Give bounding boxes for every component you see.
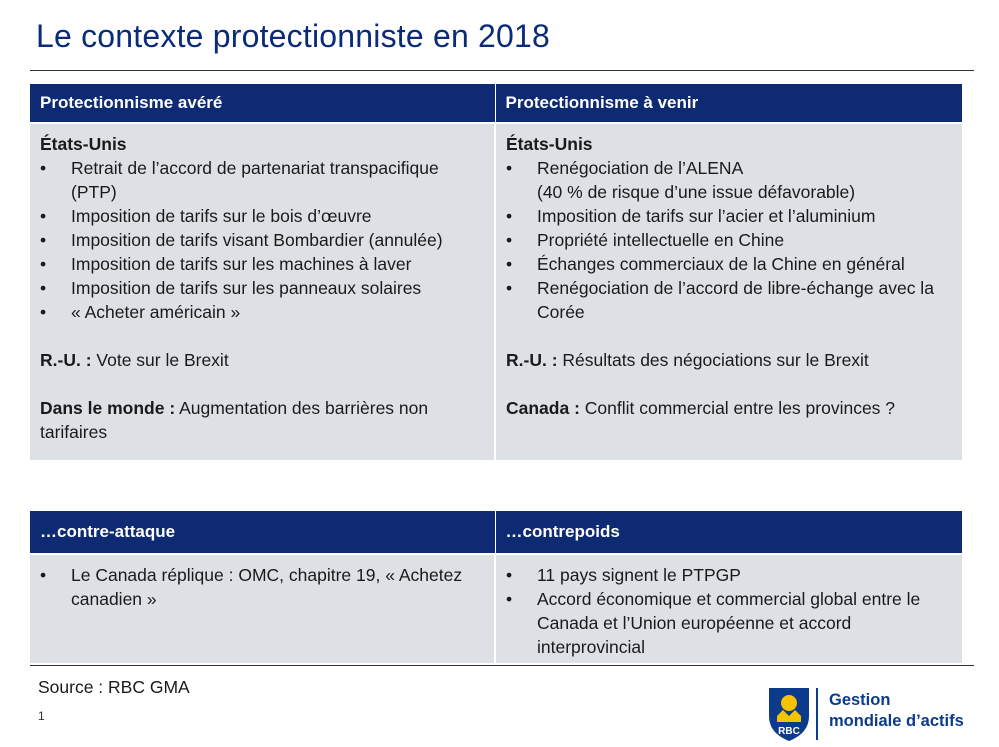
uk-line-left: R.-U. : Vote sur le Brexit <box>40 350 229 370</box>
list-item: • 11 pays signent le PTPGP <box>506 565 741 585</box>
world-line: Dans le monde : Augmentation des barrières non tarifaires <box>40 398 429 442</box>
list-item: • Imposition de tarifs visant Bombardier (annulée) <box>40 230 443 250</box>
counter-attack-list <box>40 563 484 611</box>
list-item: • Retrait de l’accord de partenariat transpacifique (PTP) <box>40 158 439 202</box>
bullet: • <box>40 254 47 274</box>
page-number: 1 <box>38 709 45 723</box>
list-item: • Imposition de tarifs sur les machines à laver <box>40 254 412 274</box>
uk-line-right: R.-U. : Résultats des négociations sur le Brexit <box>506 350 869 370</box>
logo-divider <box>816 688 818 740</box>
bullet: • <box>506 158 513 178</box>
header-proven-protectionism: Protectionnisme avéré <box>30 84 495 122</box>
list-item: • Renégociation de l’ALENA (40 % de risque d’une issue défavorable) <box>506 158 856 202</box>
usa-heading-left: États-Unis <box>40 134 127 154</box>
bullet: • <box>40 206 47 226</box>
list-item: • Accord économique et commercial global entre le Canada et l’Union européenne et accord interprovincial <box>506 589 921 657</box>
header-counterweight: …contrepoids <box>495 511 962 553</box>
list-item: • « Acheter américain » <box>40 302 241 322</box>
list-item: • Imposition de tarifs sur l’acier et l’aluminium <box>506 206 876 226</box>
brand-line-1: Gestion <box>829 691 891 709</box>
brand-name <box>829 690 964 732</box>
bullet: • <box>40 302 47 322</box>
bullet: • <box>506 565 513 585</box>
bullet: • <box>506 278 513 298</box>
bullet: • <box>40 158 47 178</box>
counterweight-cell <box>495 555 962 663</box>
canada-line: Canada : Conflit commercial entre les provinces ? <box>506 398 896 418</box>
bullet: • <box>506 254 513 274</box>
bullet: • <box>40 565 47 585</box>
list-item: • Imposition de tarifs sur les panneaux solaires <box>40 278 422 298</box>
usa-list-left <box>40 156 484 324</box>
source-note: Source : RBC GMA <box>38 677 190 697</box>
header-upcoming-protectionism: Protectionnisme à venir <box>495 84 962 122</box>
list-item: • Renégociation de l’accord de libre-échange avec la Corée <box>506 278 934 322</box>
rbc-shield-icon <box>766 686 812 742</box>
response-table <box>30 511 962 663</box>
bullet: • <box>40 278 47 298</box>
rbc-gma-logo <box>766 686 966 742</box>
bullet: • <box>506 230 513 250</box>
usa-list-right <box>506 156 952 324</box>
counter-attack-cell <box>30 555 495 663</box>
bullet: • <box>506 589 513 609</box>
bullet: • <box>506 206 513 226</box>
footer-divider <box>30 665 974 666</box>
counterweight-list <box>506 563 952 659</box>
list-item: • Imposition de tarifs sur le bois d’œuvre <box>40 206 372 226</box>
bullet: • <box>40 230 47 250</box>
list-item: • Échanges commerciaux de la Chine en général <box>506 254 905 274</box>
upcoming-protectionism-cell <box>495 124 962 460</box>
protectionism-table <box>30 84 962 460</box>
usa-heading-right: États-Unis <box>506 134 593 154</box>
brand-line-2: mondiale d’actifs <box>829 712 964 730</box>
proven-protectionism-cell <box>30 124 495 460</box>
header-counter-attack: …contre-attaque <box>30 511 495 553</box>
list-item: • Le Canada réplique : OMC, chapitre 19, « Achetez canadien » <box>40 565 463 609</box>
slide-title: Le contexte protectionniste en 2018 <box>36 18 551 54</box>
title-divider <box>30 70 974 71</box>
shield-label: RBC <box>778 726 800 737</box>
list-item: • Propriété intellectuelle en Chine <box>506 230 785 250</box>
